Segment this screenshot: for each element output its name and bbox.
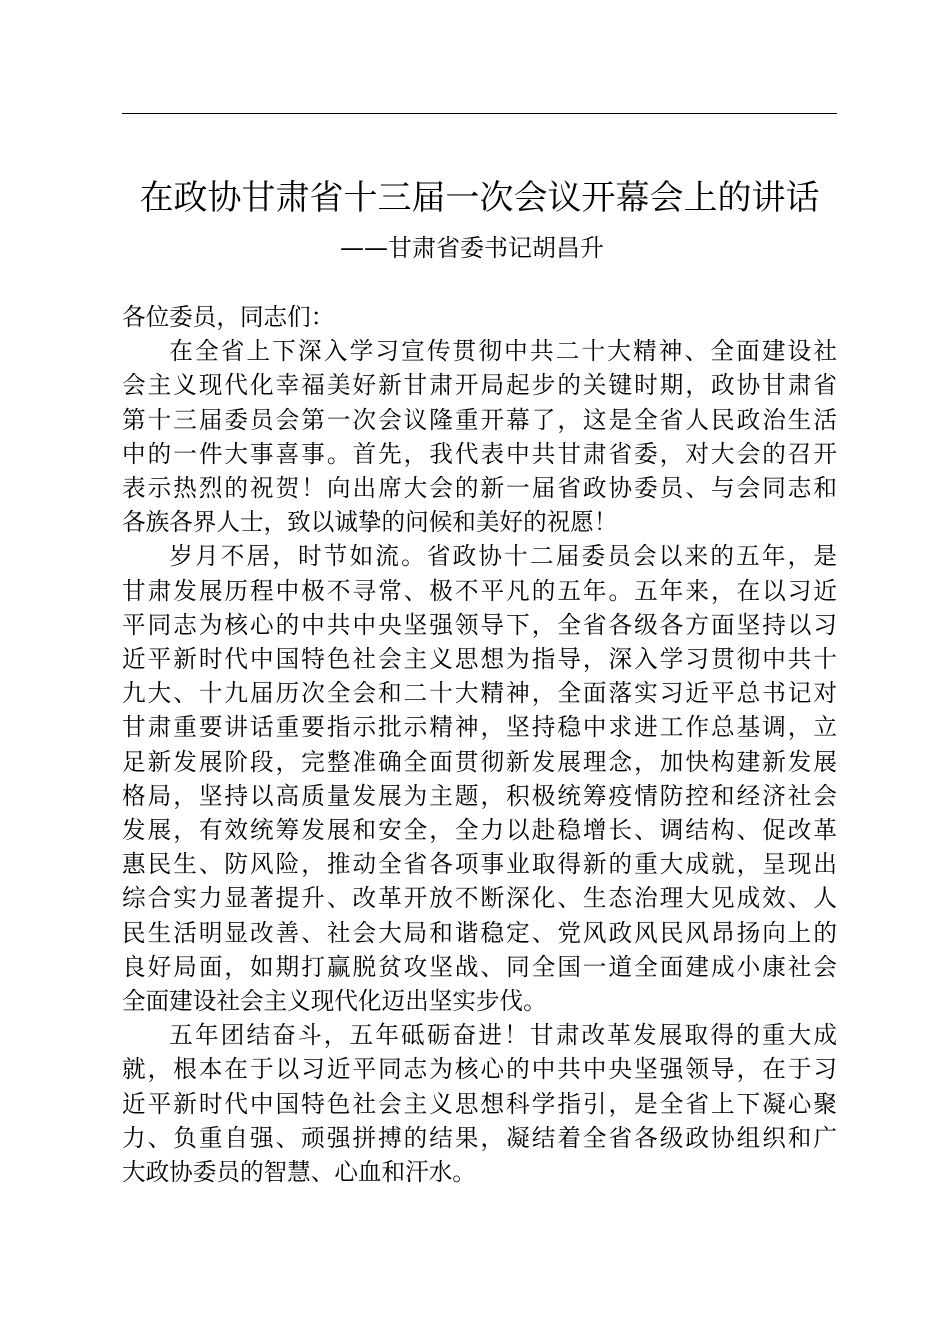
paragraph-line: 力、负重自强、顽强拼搏的结果，凝结着全省各级政协组织和广	[122, 1123, 837, 1152]
paragraph-line: 九大、十九届历次全会和二十大精神，全面落实习近平总书记对	[122, 679, 837, 708]
document-title: 在政协甘肃省十三届一次会议开幕会上的讲话	[139, 178, 820, 218]
paragraph-line: 良好局面，如期打赢脱贫攻坚战、同全国一道全面建成小康社会	[122, 952, 837, 981]
paragraph-line: 岁月不居，时节如流。省政协十二届委员会以来的五年，是	[169, 542, 837, 571]
paragraph-line: 各族各界人士，致以诚挚的问候和美好的祝愿！	[122, 508, 618, 537]
paragraph-line: 表示热烈的祝贺！向出席大会的新一届省政协委员、与会同志和	[122, 474, 837, 503]
header-rule	[122, 113, 837, 114]
paragraph	[122, 1018, 837, 1189]
paragraph-line: 中的一件大事喜事。首先，我代表中共甘肃省委，对大会的召开	[122, 439, 837, 468]
paragraph-line: 综合实力显著提升、改革开放不断深化、生态治理大见成效、人	[122, 884, 837, 913]
paragraph-line: 全面建设社会主义现代化迈出坚实步伐。	[122, 987, 547, 1016]
paragraph-line: 就，根本在于以习近平同志为核心的中共中央坚强领导，在于习	[122, 1055, 837, 1084]
paragraph-line: 在全省上下深入学习宣传贯彻中共二十大精神、全面建设社	[169, 337, 837, 366]
document-body	[122, 300, 837, 1189]
paragraph	[122, 334, 837, 539]
paragraph-list	[122, 334, 837, 1189]
paragraph-line: 格局，坚持以高质量发展为主题，积极统筹疫情防控和经济社会	[122, 781, 837, 810]
paragraph	[122, 539, 837, 1018]
paragraph-line: 近平新时代中国特色社会主义思想为指导，深入学习贯彻中共十	[122, 645, 837, 674]
paragraph-line: 第十三届委员会第一次会议隆重开幕了，这是全省人民政治生活	[122, 405, 837, 434]
paragraph-line: 大政协委员的智慧、心血和汗水。	[122, 1158, 476, 1187]
paragraph-line: 惠民生、防风险，推动全省各项事业取得新的重大成就，呈现出	[122, 850, 837, 879]
paragraph-line: 民生活明显改善、社会大局和谐稳定、党风政风民风昂扬向上的	[122, 918, 837, 947]
document-subtitle: ——甘肃省委书记胡昌升	[340, 234, 604, 262]
paragraph-line: 足新发展阶段，完整准确全面贯彻新发展理念，加快构建新发展	[122, 747, 837, 776]
paragraph-line: 会主义现代化幸福美好新甘肃开局起步的关键时期，政协甘肃省	[122, 371, 837, 400]
paragraph-line: 甘肃重要讲话重要指示批示精神，坚持稳中求进工作总基调，立	[122, 713, 837, 742]
paragraph-line: 发展，有效统筹发展和安全，全力以赴稳增长、调结构、促改革	[122, 816, 837, 845]
salutation: 各位委员，同志们：	[122, 303, 335, 331]
paragraph-line: 近平新时代中国特色社会主义思想科学指引，是全省上下凝心聚	[122, 1089, 837, 1118]
paragraph-line: 五年团结奋斗，五年砥砺奋进！甘肃改革发展取得的重大成	[169, 1021, 837, 1050]
paragraph-line: 平同志为核心的中共中央坚强领导下，全省各级各方面坚持以习	[122, 610, 837, 639]
paragraph-line: 甘肃发展历程中极不寻常、极不平凡的五年。五年来，在以习近	[122, 576, 837, 605]
